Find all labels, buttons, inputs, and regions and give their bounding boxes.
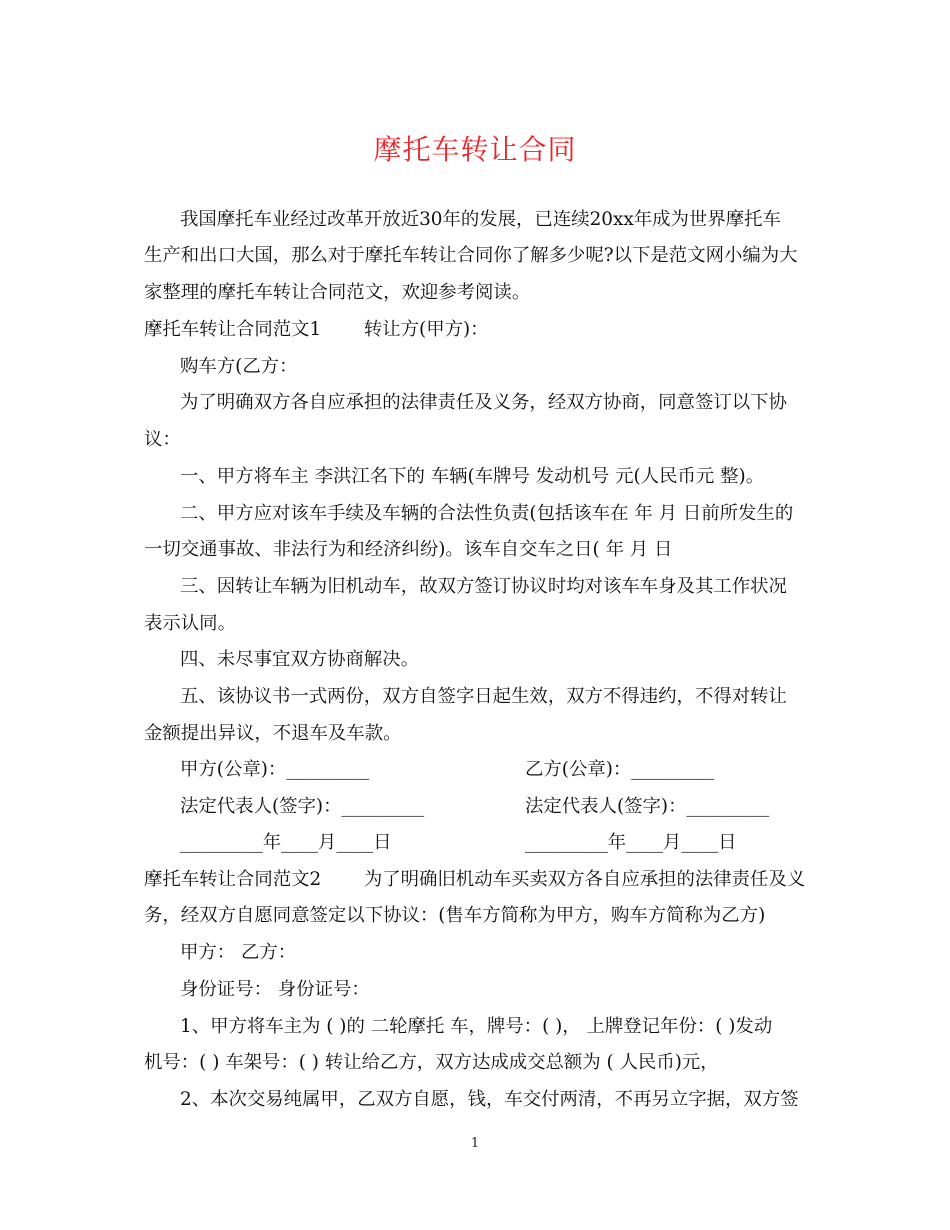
purpose-line: 议： [144,429,181,450]
intro-line: 生产和出口大国，那么对于摩托车转让合同你了解多少呢?以下是范文网小编为大 [144,245,798,266]
clause-4: 四、未尽事宜双方协商解决。 [180,649,420,670]
item-2-line: 2、本次交易纯属甲，乙双方自愿，钱，车交付两清，不再另立字据，双方签 [180,1089,799,1110]
party-a-seal: 甲方(公章)：_________ [180,759,370,780]
parties-line: 甲方： 乙方： [180,942,297,963]
party-b-date: _________年____月____日 [525,832,737,853]
party-a-date: _________年____月____日 [180,832,392,853]
page-title: 摩托车转让合同 [373,133,577,166]
party-a-representative: 法定代表人(签字)：_________ [180,796,425,817]
sample2-heading-line: 摩托车转让合同范文2 为了明确旧机动车买卖双方各自应承担的法律责任及义 [144,869,806,890]
sample1-heading: 摩托车转让合同范文1 转让方(甲方)： [144,319,489,340]
clause-5-line: 五、该协议书一式两份，双方自签字日起生效，双方不得违约，不得对转让 [180,686,787,707]
buyer-line: 购车方(乙方： [180,356,298,377]
clause-5-line: 金额提出异议，不退车及车款。 [144,723,402,744]
clause-3-line: 三、因转让车辆为旧机动车，故双方签订协议时均对该车车身及其工作状况 [180,576,787,597]
clause-2-line: 二、甲方应对该车手续及车辆的合法性负责(包括该车在 年 月 日前所发生的 [180,503,794,524]
page-number: 1 [470,1136,480,1151]
intro-line: 家整理的摩托车转让合同范文，欢迎参考阅读。 [144,282,531,303]
purpose-line: 为了明确双方各自应承担的法律责任及义务，经双方协商，同意签订以下协 [180,392,787,413]
clause-1: 一、甲方将车主 李洪江名下的 车辆(车牌号 发动机号 元(人民币元 整)。 [180,466,765,487]
party-b-seal: 乙方(公章)：_________ [525,759,715,780]
item-1-line: 机号：( ) 车架号：( ) 转让给乙方，双方达成成交总额为 ( 人民币)元， [144,1052,719,1073]
clause-2-line: 一切交通事故、非法行为和经济纠纷)。该车自交车之日( 年 月 日 [144,539,673,560]
item-1-line: 1、甲方将车主为 ( )的 二轮摩托 车，牌号：( )， 上牌登记年份：( )发动 [180,1016,773,1037]
clause-3-line: 表示认同。 [144,613,236,634]
id-numbers-line: 身份证号： 身份证号： [180,979,370,1000]
intro-line: 我国摩托车业经过改革开放近30年的发展，已连续20xx年成为世界摩托车 [180,209,781,230]
party-b-representative: 法定代表人(签字)：_________ [525,796,770,817]
sample2-heading-line: 务，经双方自愿同意签定以下协议：(售车方简称为甲方，购车方简称为乙方) [144,905,766,926]
